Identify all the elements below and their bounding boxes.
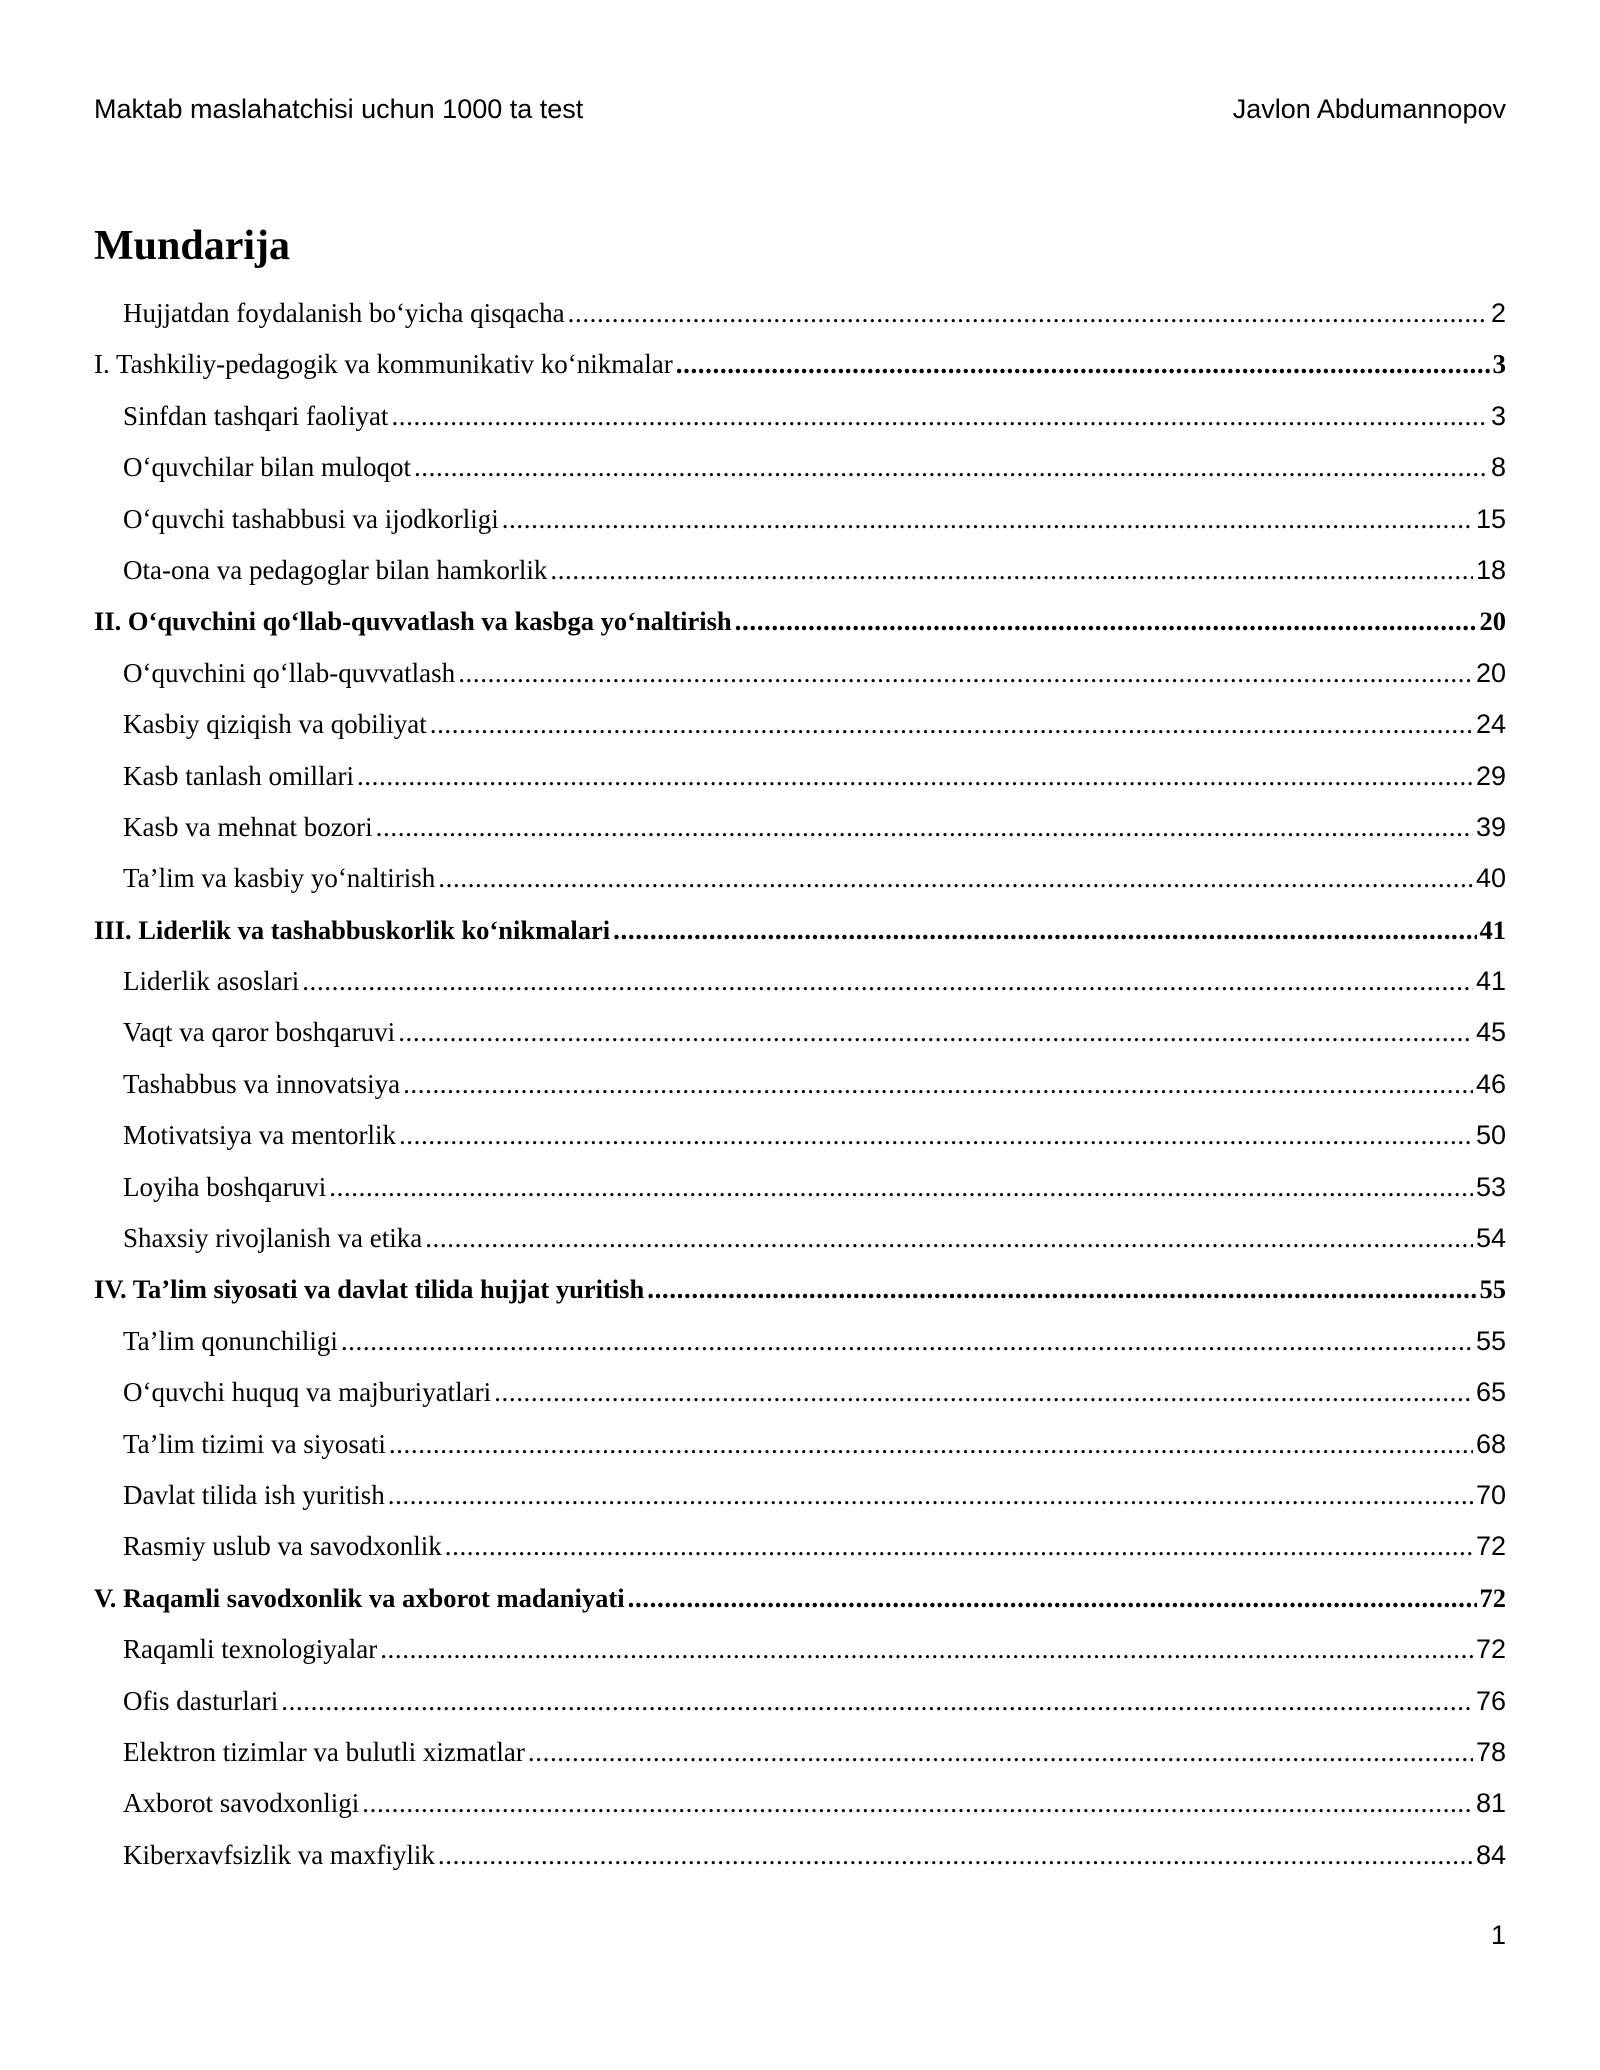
toc-leader-dots xyxy=(389,1429,1473,1460)
toc-entry-sub[interactable] xyxy=(94,658,1506,709)
header-author: Javlon Abdumannopov xyxy=(1232,94,1506,124)
toc-entry-section[interactable] xyxy=(94,915,1506,966)
toc-entry-section[interactable] xyxy=(94,606,1506,657)
toc-entry-label: V. Raqamli savodxonlik va axborot madaniyati xyxy=(94,1582,625,1613)
toc-leader-dots xyxy=(281,1686,1473,1717)
table-of-contents xyxy=(94,298,1506,1891)
toc-entry-label: Rasmiy uslub va savodxonlik xyxy=(123,1531,442,1562)
toc-entry-page: 76 xyxy=(1475,1685,1506,1716)
toc-entry-label: O‘quvchini qo‘llab-quvvatlash xyxy=(123,657,456,688)
toc-entry-label: Ofis dasturlari xyxy=(123,1685,279,1716)
toc-leader-dots xyxy=(502,504,1473,535)
toc-leader-dots xyxy=(438,863,1473,894)
toc-leader-dots xyxy=(647,1274,1476,1305)
toc-entry-sub[interactable] xyxy=(94,555,1506,606)
toc-entry-sub[interactable] xyxy=(94,1480,1506,1531)
toc-entry-sub[interactable] xyxy=(94,1840,1506,1891)
toc-entry-label: III. Liderlik va tashabbuskorlik ko‘nikmalari xyxy=(94,914,611,945)
toc-entry-sub[interactable] xyxy=(94,1069,1506,1120)
toc-entry-sub[interactable] xyxy=(94,401,1506,452)
toc-leader-dots xyxy=(735,606,1477,637)
toc-entry-page: 78 xyxy=(1475,1736,1506,1767)
toc-entry-page: 2 xyxy=(1490,298,1506,328)
toc-entry-label: Kasbiy qiziqish va qobiliyat xyxy=(123,709,427,740)
toc-leader-dots xyxy=(398,1017,1473,1048)
toc-leader-dots xyxy=(628,1583,1477,1614)
toc-entry-label: Hujjatdan foydalanish bo‘yicha qisqacha xyxy=(123,298,565,328)
toc-entry-label: Ta’lim qonunchiligi xyxy=(123,1325,338,1356)
toc-entry-label: Ta’lim va kasbiy yo‘naltirish xyxy=(123,863,436,894)
toc-entry-page: 3 xyxy=(1492,349,1506,380)
toc-leader-dots xyxy=(376,812,1473,843)
toc-entry-label: Ta’lim tizimi va siyosati xyxy=(123,1428,386,1459)
toc-leader-dots xyxy=(388,1480,1473,1511)
toc-entry-page: 24 xyxy=(1475,709,1506,740)
toc-entry-page: 68 xyxy=(1475,1428,1506,1459)
toc-entry-sub[interactable] xyxy=(94,1223,1506,1274)
toc-entry-page: 45 xyxy=(1475,1017,1506,1048)
toc-entry-sub[interactable] xyxy=(94,1120,1506,1171)
toc-entry-sub[interactable] xyxy=(94,863,1506,914)
toc-entry-label: Ota-ona va pedagoglar bilan hamkorlik xyxy=(123,554,548,585)
toc-leader-dots xyxy=(399,1120,1473,1151)
toc-entry-label: Elektron tizimlar va bulutli xizmatlar xyxy=(123,1736,525,1767)
toc-leader-dots xyxy=(302,966,1473,997)
toc-entry-page: 46 xyxy=(1475,1068,1506,1099)
header-book-title: Maktab maslahatchisi uchun 1000 ta test xyxy=(94,94,584,124)
toc-entry-sub[interactable] xyxy=(94,504,1506,555)
toc-entry-page: 53 xyxy=(1475,1171,1506,1202)
toc-entry-section[interactable] xyxy=(94,1274,1506,1325)
toc-entry-label: O‘quvchi huquq va majburiyatlari xyxy=(123,1377,492,1408)
toc-leader-dots xyxy=(329,1172,1473,1203)
toc-leader-dots xyxy=(391,401,1488,432)
toc-entry-label: Davlat tilida ish yuritish xyxy=(123,1479,385,1510)
toc-entry-page: 50 xyxy=(1475,1120,1506,1151)
toc-leader-dots xyxy=(550,555,1473,586)
toc-leader-dots xyxy=(403,1069,1473,1100)
toc-entry-sub[interactable] xyxy=(94,1788,1506,1839)
toc-entry-label: Raqamli texnologiyalar xyxy=(123,1634,378,1665)
toc-entry-page: 40 xyxy=(1475,863,1506,894)
toc-leader-dots xyxy=(341,1326,1473,1357)
toc-entry-section[interactable] xyxy=(94,349,1506,400)
toc-leader-dots xyxy=(430,709,1473,740)
toc-entry-sub[interactable] xyxy=(94,1326,1506,1377)
toc-leader-dots xyxy=(676,349,1490,380)
toc-leader-dots xyxy=(458,658,1473,689)
toc-entry-page: 41 xyxy=(1479,914,1506,945)
toc-leader-dots xyxy=(425,1223,1473,1254)
toc-entry-page: 8 xyxy=(1490,452,1506,483)
toc-leader-dots xyxy=(568,298,1488,329)
page-number: 1 xyxy=(1490,1920,1506,1950)
toc-entry-page: 18 xyxy=(1475,554,1506,585)
toc-entry-page: 54 xyxy=(1475,1223,1506,1254)
toc-entry-page: 55 xyxy=(1475,1325,1506,1356)
toc-leader-dots xyxy=(494,1377,1473,1408)
toc-entry-label: Kasb va mehnat bozori xyxy=(123,811,373,842)
toc-entry-page: 29 xyxy=(1475,760,1506,791)
toc-entry-sub[interactable] xyxy=(94,298,1506,349)
toc-entry-label: Motivatsiya va mentorlik xyxy=(123,1120,396,1151)
toc-leader-dots xyxy=(438,1840,1473,1871)
toc-entry-page: 84 xyxy=(1475,1839,1506,1870)
toc-entry-page: 3 xyxy=(1490,400,1506,431)
toc-entry-sub[interactable] xyxy=(94,452,1506,503)
toc-leader-dots xyxy=(613,915,1476,946)
toc-entry-label: Tashabbus va innovatsiya xyxy=(123,1068,401,1099)
toc-entry-page: 65 xyxy=(1475,1377,1506,1408)
toc-entry-sub[interactable] xyxy=(94,1377,1506,1428)
toc-entry-label: O‘quvchilar bilan muloqot xyxy=(123,452,411,483)
toc-entry-page: 55 xyxy=(1479,1274,1506,1305)
toc-entry-page: 81 xyxy=(1475,1788,1506,1819)
toc-leader-dots xyxy=(357,761,1473,792)
toc-leader-dots xyxy=(362,1788,1473,1819)
toc-entry-sub[interactable] xyxy=(94,709,1506,760)
toc-entry-sub[interactable] xyxy=(94,812,1506,863)
toc-leader-dots xyxy=(528,1737,1473,1768)
toc-entry-sub[interactable] xyxy=(94,1429,1506,1480)
toc-entry-page: 72 xyxy=(1475,1634,1506,1665)
toc-leader-dots xyxy=(414,452,1488,483)
toc-entry-page: 70 xyxy=(1475,1479,1506,1510)
toc-entry-sub[interactable] xyxy=(94,1737,1506,1788)
toc-entry-sub[interactable] xyxy=(94,1172,1506,1223)
toc-entry-label: Axborot savodxonligi xyxy=(123,1788,360,1819)
toc-entry-page: 20 xyxy=(1479,606,1506,637)
toc-entry-label: Kasb tanlash omillari xyxy=(123,760,354,791)
toc-leader-dots xyxy=(445,1531,1473,1562)
toc-entry-page: 20 xyxy=(1475,657,1506,688)
toc-entry-label: II. O‘quvchini qo‘llab-quvvatlash va kasbga yo‘naltirish xyxy=(94,606,732,637)
toc-entry-label: Loyiha boshqaruvi xyxy=(123,1171,327,1202)
page-title: Mundarija xyxy=(94,223,291,269)
toc-entry-label: Vaqt va qaror boshqaruvi xyxy=(123,1017,396,1048)
toc-entry-page: 72 xyxy=(1479,1582,1506,1613)
toc-entry-page: 15 xyxy=(1475,503,1506,534)
toc-entry-label: Sinfdan tashqari faoliyat xyxy=(123,400,389,431)
toc-entry-sub[interactable] xyxy=(94,1531,1506,1582)
toc-entry-section[interactable] xyxy=(94,1583,1506,1634)
page-header xyxy=(94,94,1506,130)
toc-entry-sub[interactable] xyxy=(94,1634,1506,1685)
toc-entry-sub[interactable] xyxy=(94,966,1506,1017)
toc-entry-label: Liderlik asoslari xyxy=(123,966,300,997)
toc-entry-sub[interactable] xyxy=(94,1017,1506,1068)
toc-entry-page: 72 xyxy=(1475,1531,1506,1562)
toc-entry-label: Shaxsiy rivojlanish va etika xyxy=(123,1223,423,1254)
toc-entry-sub[interactable] xyxy=(94,1686,1506,1737)
toc-entry-sub[interactable] xyxy=(94,761,1506,812)
toc-entry-label: O‘quvchi tashabbusi va ijodkorligi xyxy=(123,503,499,534)
toc-leader-dots xyxy=(380,1634,1473,1665)
toc-entry-label: IV. Ta’lim siyosati va davlat tilida hujjat yuritish xyxy=(94,1274,645,1305)
toc-entry-page: 39 xyxy=(1475,811,1506,842)
toc-entry-label: I. Tashkiliy-pedagogik va kommunikativ ko‘nikmalar xyxy=(94,349,673,380)
toc-entry-page: 41 xyxy=(1475,966,1506,997)
toc-entry-label: Kiberxavfsizlik va maxfiylik xyxy=(123,1839,435,1870)
